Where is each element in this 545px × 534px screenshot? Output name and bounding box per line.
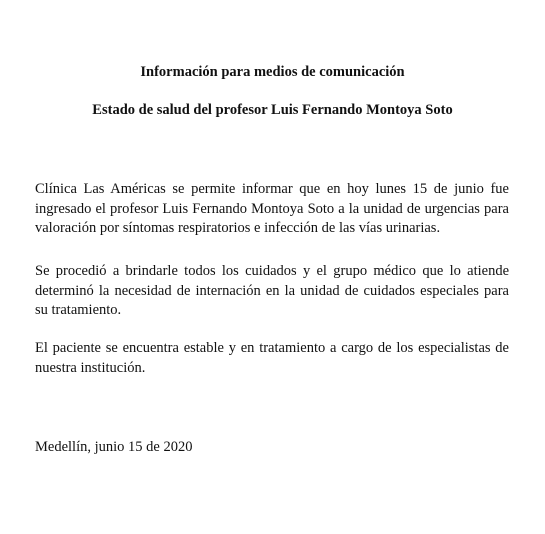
document-heading: Información para medios de comunicación (140, 64, 405, 80)
document-subheading: Estado de salud del profesor Luis Fernando Montoya Soto (92, 102, 453, 118)
place-and-date: Medellín, junio 15 de 2020 (35, 439, 193, 455)
paragraph-care: Se procedió a brindarle todos los cuidados y el grupo médico que lo atiende determinó la necesidad de internación en la unidad de cuidados especiales para su tratamiento. (35, 263, 509, 318)
paragraph-status: El paciente se encuentra estable y en tratamiento a cargo de los especialistas de nuestra institución. (35, 340, 509, 376)
paragraph-admission: Clínica Las Américas se permite informar que en hoy lunes 15 de junio fue ingresado el profesor Luis Fernando Montoya Soto a la unidad de urgencias para valoración por síntomas respiratorios e infección de las vías urinarias. (35, 181, 509, 236)
